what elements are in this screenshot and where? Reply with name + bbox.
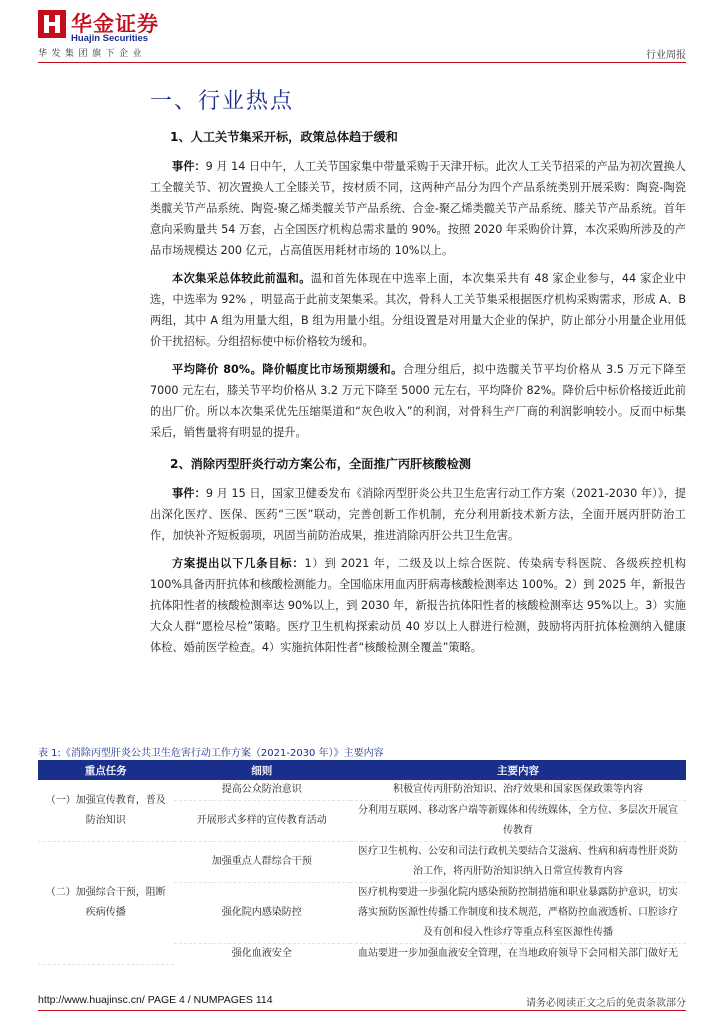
content-cell: 血站要进一步加强血液安全管理，在当地政府领导下会同相关部门做好无	[357, 948, 678, 959]
paragraph-text: 温和首先体现在中选率上面，本次集采共有 48 家企业参与，44 家企业中选，中选率为 92% ，明显高于此前支架集采。其次，骨科人工关节集采根据医疗机构采购需求，形成 A、B 两组，其中 A 组为用量大组，B 组为用量小组。分组设置是对用量大企业的保护，防止部分小用量企业用低价干扰招标。分组招标使中标价格较为缓和。	[150, 272, 686, 348]
task-cell: （二）加强综合干预，阻断疾病传播	[38, 842, 174, 965]
header-divider	[38, 62, 686, 63]
paragraph-lead: 事件：	[172, 160, 206, 173]
paragraph-text: 9 月 15 日，国家卫健委发布《消除丙型肝炎公共卫生危害行动工作方案（2021-2030 年）》，提出深化医疗、医保、医药“三医”联动，完善创新工作机制，充分利用新技术新方法，全面开展丙肝防治工作，加快补齐短板弱项，巩固当前防治成果，推进消除丙肝公共卫生危害。	[150, 487, 686, 542]
detail-cell: 强化血液安全	[231, 948, 292, 959]
detail-cell: 加强重点人群综合干预	[174, 842, 350, 883]
subsection-heading-2: 2、消除丙型肝炎行动方案公布，全面推广丙肝核酸检测	[170, 457, 471, 471]
paragraph-text: 9 月 14 日中午，人工关节国家集中带量采购于天津开标。此次人工关节招采的产品为初次置换人工全髋关节、初次置换人工全膝关节，按材质不同，这两种产品分为四个产品系统类别开展采购：陶瓷-陶瓷类髋关节产品系统、陶瓷-聚乙烯类髋关节产品系统、合金-聚乙烯类髋关节产品系统、膝关节产品系统。首年意向采购量共 54 万套，占全国医疗机构总需求量的 90%。按照 2020 年采购价计算，本次采购所涉及的产品市场规模达 200 亿元，占高值医用耗材市场的 10%以上。	[150, 160, 686, 257]
paragraph-lead: 平均降价 80%。降价幅度比市场预期缓和。	[172, 363, 403, 376]
logo-en-text: Huajin Securities	[71, 33, 149, 44]
table-header-cell: 细则	[174, 760, 350, 780]
report-type-label: 行业周报	[646, 50, 686, 61]
logo-cn-text: 华金证券	[71, 12, 159, 36]
paragraph	[150, 553, 686, 658]
subsection-heading-1: 1、人工关节集采开标，政策总体趋于缓和	[170, 130, 398, 144]
paragraph	[150, 359, 686, 443]
table-row	[38, 842, 686, 883]
logo-mark-icon	[38, 10, 66, 38]
main-content	[150, 128, 686, 665]
paragraph-text: 1）到 2021 年，二级及以上综合医院、传染病专科医院、各级疾控机构 100%具备丙肝抗体和核酸检测能力。全国临床用血丙肝病毒核酸检测率达 100%。2）到 2025 年，新报告抗体阳性者的核酸检测率达 90%以上，到 2030 年，新报告抗体阳性者的核酸检测率达 95%以上。3）实施大众人群“愿检尽检”策略。医疗卫生机构探索动员 40 岁以上人群进行检测，鼓励将丙肝抗体检测纳入健康体检、婚前医学检查。4）实施抗体阳性者“核酸检测全覆盖”策略。	[150, 557, 686, 654]
paragraph-text: 合理分组后，拟中选髋关节平均价格从 3.5 万元下降至 7000 元左右，膝关节平均价格从 3.2 万元下降至 5000 元左右，平均降价 82%。降价后中标价格接近此前的出厂价。所以本次集采优先压缩渠道和“灰色收入”的利润，对骨科生产厂商的利润影响较小。反而中标集采后，销售量将有明显的提升。	[150, 363, 686, 439]
paragraph	[150, 156, 686, 261]
content-cell: 医疗机构要进一步强化院内感染预防控制措施和职业暴露防护意识，切实落实预防医源性传播工作制度和技术规范，严格防控血液透析、口腔诊疗及有创和侵入性诊疗等重点科室医源性传播	[350, 883, 686, 944]
section-title: 一、行业热点	[150, 89, 295, 114]
detail-cell: 提高公众防治意识	[174, 780, 350, 801]
footer-disclaimer: 请务必阅读正文之后的免责条款部分	[526, 998, 686, 1009]
content-table	[38, 760, 686, 965]
footer-divider	[38, 1010, 686, 1011]
paragraph	[150, 268, 686, 352]
table-header-cell: 主要内容	[350, 760, 686, 780]
content-cell: 医疗卫生机构、公安和司法行政机关要结合艾滋病、性病和病毒性肝炎防治工作，将丙肝防治知识纳入日常宣传教育内容	[350, 842, 686, 883]
table-caption: 表 1:《消除丙型肝炎公共卫生危害行动工作方案（2021-2030 年）》主要内容	[38, 748, 384, 759]
detail-cell: 开展形式多样的宣传教育活动	[174, 801, 350, 842]
table-header-row	[38, 760, 686, 780]
paragraph-lead: 事件：	[172, 487, 206, 500]
header-slogan: 华发集团旗下企业	[38, 49, 147, 59]
table-row	[38, 780, 686, 801]
paragraph	[150, 483, 686, 546]
paragraph-lead: 本次集采总体较此前温和。	[172, 272, 311, 285]
footer-url: http://www.huajinsc.cn/ PAGE 4 / NUMPAGES 114	[38, 994, 273, 1006]
content-cell: 积极宣传丙肝防治知识、治疗效果和国家医保政策等内容	[350, 780, 686, 801]
detail-cell: 强化院内感染防控	[174, 883, 350, 944]
table-header-cell: 重点任务	[38, 760, 174, 780]
page-header	[38, 8, 686, 64]
paragraph-lead: 方案提出以下几条目标：	[172, 557, 305, 570]
content-cell: 分利用互联网、移动客户端等新媒体和传统媒体，全方位、多层次开展宣传教育	[350, 801, 686, 842]
task-cell: （一）加强宣传教育，普及防治知识	[38, 780, 174, 842]
